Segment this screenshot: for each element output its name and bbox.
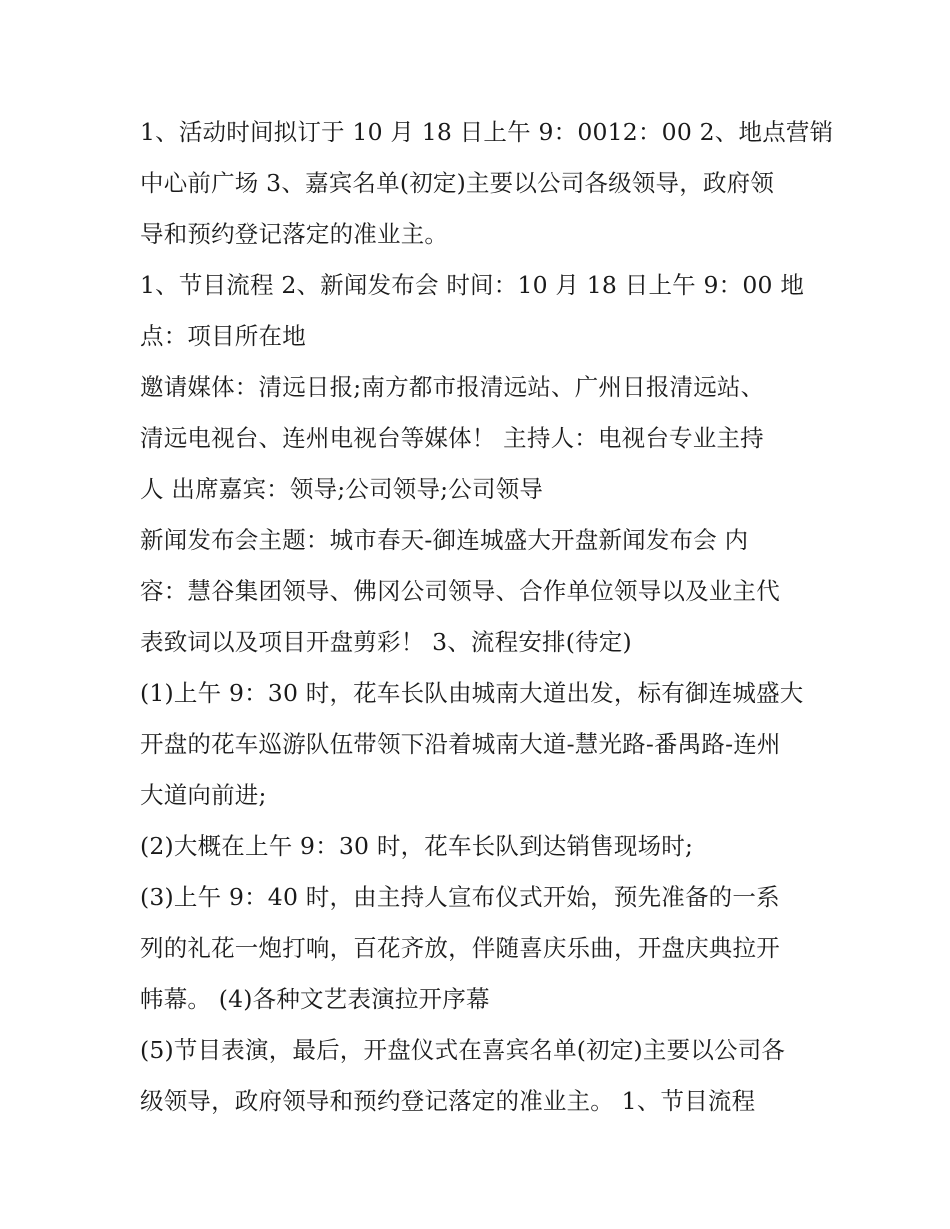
text-line-12: (1)上午 9：30 时，花车长队由城南大道出发，标有御连城盛大 — [140, 679, 804, 707]
text-line-14: 大道向前进; — [140, 781, 267, 809]
text-line-2: 中心前广场 3、嘉宾名单(初定)主要以公司各级领导，政府领 — [140, 169, 775, 197]
text-line-4: 1、节目流程 2、新闻发布会 时间：10 月 18 日上午 9：00 地 — [140, 271, 805, 299]
text-line-11: 表致词以及项目开盘剪彩！ 3、流程安排(待定) — [140, 628, 632, 656]
text-line-10: 容：慧谷集团领导、佛冈公司领导、合作单位领导以及业主代 — [140, 577, 780, 605]
document-body — [140, 107, 834, 1127]
text-line-8: 人 出席嘉宾：领导;公司领导;公司领导 — [140, 475, 544, 503]
text-line-3: 导和预约登记落定的准业主。 — [140, 220, 449, 248]
text-line-5: 点：项目所在地 — [140, 322, 306, 350]
text-line-6: 邀请媒体：清远日报;南方都市报清远站、广州日报清远站、 — [140, 373, 765, 401]
text-line-7: 清远电视台、连州电视台等媒体！ 主持人：电视台专业主持 — [140, 424, 764, 452]
text-line-15: (2)大概在上午 9：30 时，花车长队到达销售现场时; — [140, 832, 694, 860]
text-line-9: 新闻发布会主题：城市春天-御连城盛大开盘新闻发布会 内 — [140, 526, 749, 554]
text-line-1: 1、活动时间拟订于 10 月 18 日上午 9：0012：00 2、地点营销 — [140, 118, 834, 146]
text-line-13: 开盘的花车巡游队伍带领下沿着城南大道-慧光路-番禺路-连州 — [140, 730, 781, 758]
text-line-18: 帏幕。 (4)各种文艺表演拉开序幕 — [140, 985, 490, 1013]
text-line-16: (3)上午 9：40 时，由主持人宣布仪式开始，预先准备的一系 — [140, 883, 780, 911]
text-line-19: (5)节目表演，最后，开盘仪式在喜宾名单(初定)主要以公司各 — [140, 1036, 786, 1064]
text-line-20: 级领导，政府领导和预约登记落定的准业主。 1、节目流程 — [140, 1087, 756, 1115]
text-line-17: 列的礼花一炮打响，百花齐放，伴随喜庆乐曲，开盘庆典拉开 — [140, 934, 780, 962]
